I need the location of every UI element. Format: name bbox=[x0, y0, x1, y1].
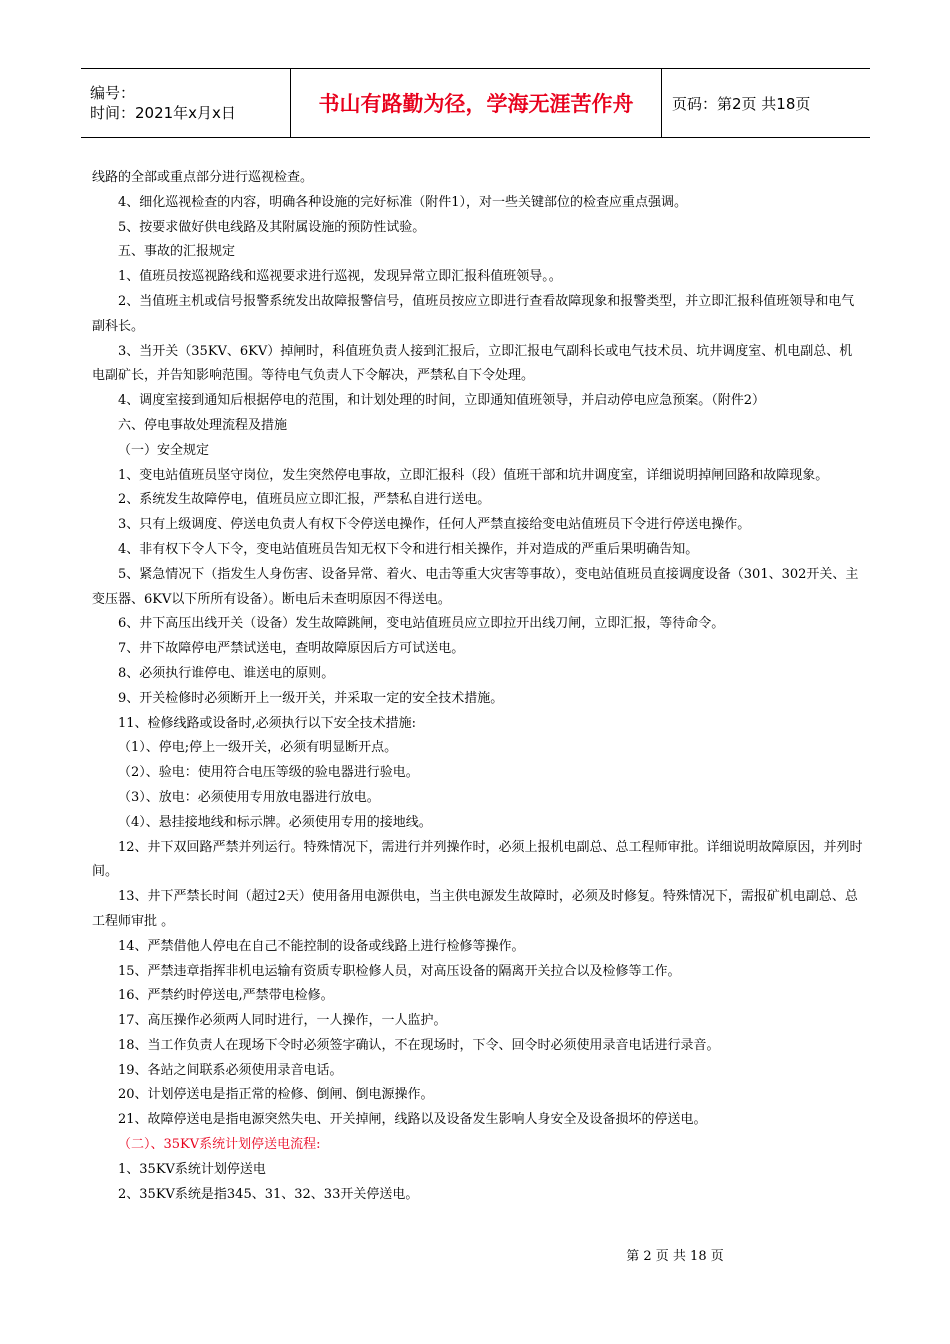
paragraph: 5、紧急情况下（指发生人身伤害、设备异常、着火、电击等重大灾害等事故），变电站值班员直接调度设备（301、302开关、主变压器、6KV以下所所有设备）。断电后未查明原因不得送电。 bbox=[92, 566, 859, 607]
paragraph: 3、当开关（35KV、6KV）掉闸时，科值班负责人接到汇报后，立即汇报电气副科长或电气技术员、坑井调度室、机电副总、机电副矿长，并告知影响范围。等待电气负责人下令解决，严禁私自下令处理。 bbox=[92, 343, 853, 384]
header-left bbox=[81, 69, 290, 137]
paragraph: 13、井下严禁长时间（超过2天）使用备用电源供电，当主供电源发生故障时，必须及时修复。特殊情况下，需报矿机电副总、总工程师审批 。 bbox=[92, 889, 858, 929]
paragraph: 12、井下双回路严禁并列运行。特殊情况下，需进行并列操作时，必须上报机电副总、总工程师审批。详细说明故障原因，并列时间。 bbox=[92, 839, 863, 880]
paragraph: 15、严禁违章指挥非机电运输有资质专职检修人员，对高压设备的隔离开关拉合以及检修等工作。 bbox=[118, 963, 681, 979]
paragraph: （3）、放电：必须使用专用放电器进行放电。 bbox=[118, 789, 380, 805]
paragraph: （2）、验电：使用符合电压等级的验电器进行验电。 bbox=[118, 765, 419, 781]
paragraph: 2、35KV系统是指345、31、32、33开关停送电。 bbox=[118, 1186, 419, 1202]
paragraph: 11、检修线路或设备时,必须执行以下安全技术措施: bbox=[118, 715, 417, 731]
number-label: 编号： bbox=[90, 84, 136, 102]
document-body bbox=[92, 166, 864, 1207]
paragraph: 2、当值班主机或信号报警系统发出故障报警信号，值班员按应立即进行查看故障现象和报警类型，并立即汇报科值班领导和电气副科长。 bbox=[92, 293, 855, 334]
paragraph: （二）、35KV系统计划停送电流程: bbox=[118, 1137, 321, 1153]
paragraph: 1、值班员按巡视路线和巡视要求进行巡视，发现异常立即汇报科值班领导。。 bbox=[118, 269, 562, 285]
paragraph: （一）安全规定 bbox=[118, 442, 210, 458]
paragraph: 4、细化巡视检查的内容，明确各种设施的完好标准（附件1），对一些关键部位的检查应重点强调。 bbox=[118, 194, 688, 210]
time-label: 时间：2021年x月x日 bbox=[90, 104, 236, 122]
paragraph: 19、各站之间联系必须使用录音电话。 bbox=[118, 1062, 343, 1078]
header-right bbox=[662, 69, 870, 137]
page-header bbox=[81, 68, 870, 138]
paragraph: 8、必须执行谁停电、谁送电的原则。 bbox=[118, 665, 335, 681]
page-label: 页码：第2页 共18页 bbox=[672, 94, 811, 113]
paragraph: 6、井下高压出线开关（设备）发生故障跳闸，变电站值班员应立即拉开出线刀闸，立即汇报，等待命令。 bbox=[118, 616, 725, 632]
paragraph: 2、系统发生故障停电，值班员应立即汇报，严禁私自进行送电。 bbox=[118, 492, 491, 508]
paragraph: （1）、停电;停上一级开关，必须有明显断开点。 bbox=[118, 740, 398, 756]
paragraph: 线路的全部或重点部分进行巡视检查。 bbox=[92, 170, 314, 185]
paragraph: 14、严禁借他人停电在自己不能控制的设备或线路上进行检修等操作。 bbox=[118, 938, 525, 954]
paragraph: 16、严禁约时停送电,严禁带电检修。 bbox=[118, 988, 334, 1004]
paragraph: 1、变电站值班员坚守岗位，发生突然停电事故，立即汇报科（段）值班干部和坑井调度室，详细说明掉闸回路和故障现象。 bbox=[118, 467, 829, 483]
paragraph: 17、高压操作必须两人同时进行，一人操作，一人监护。 bbox=[118, 1013, 447, 1029]
paragraph: 五、事故的汇报规定 bbox=[118, 244, 236, 260]
page-footer: 第 2 页 共 18 页 bbox=[626, 1249, 724, 1264]
paragraph: （4）、悬挂接地线和标示牌。必须使用专用的接地线。 bbox=[118, 814, 432, 830]
motto: 书山有路勤为径，学海无涯苦作舟 bbox=[318, 92, 634, 116]
paragraph: 3、只有上级调度、停送电负责人有权下令停送电操作，任何人严禁直接给变电站值班员下令进行停送电操作。 bbox=[118, 517, 751, 533]
paragraph: 4、调度室接到通知后根据停电的范围，和计划处理的时间，立即通知值班领导，并启动停电应急预案。（附件2） bbox=[118, 393, 766, 409]
paragraph: 20、计划停送电是指正常的检修、倒闸、倒电源操作。 bbox=[118, 1087, 434, 1103]
paragraph: 4、非有权下令人下令，变电站值班员告知无权下令和进行相关操作，并对造成的严重后果明确告知。 bbox=[118, 541, 699, 557]
paragraph: 六、停电事故处理流程及措施 bbox=[118, 417, 288, 433]
motto-cell bbox=[290, 69, 662, 137]
paragraph: 9、开关检修时必须断开上一级开关，并采取一定的安全技术措施。 bbox=[118, 690, 504, 706]
paragraph: 5、按要求做好供电线路及其附属设施的预防性试验。 bbox=[118, 219, 426, 235]
paragraph: 7、井下故障停电严禁试送电，查明故障原因后方可试送电。 bbox=[118, 641, 465, 657]
paragraph: 21、故障停送电是指电源突然失电、开关掉闸，线路以及设备发生影响人身安全及设备损坏的停送电。 bbox=[118, 1112, 707, 1128]
paragraph: 18、当工作负责人在现场下令时必须签字确认，不在现场时，下令、回令时必须使用录音电话进行录音。 bbox=[118, 1037, 720, 1053]
paragraph: 1、35KV系统计划停送电 bbox=[118, 1161, 266, 1177]
